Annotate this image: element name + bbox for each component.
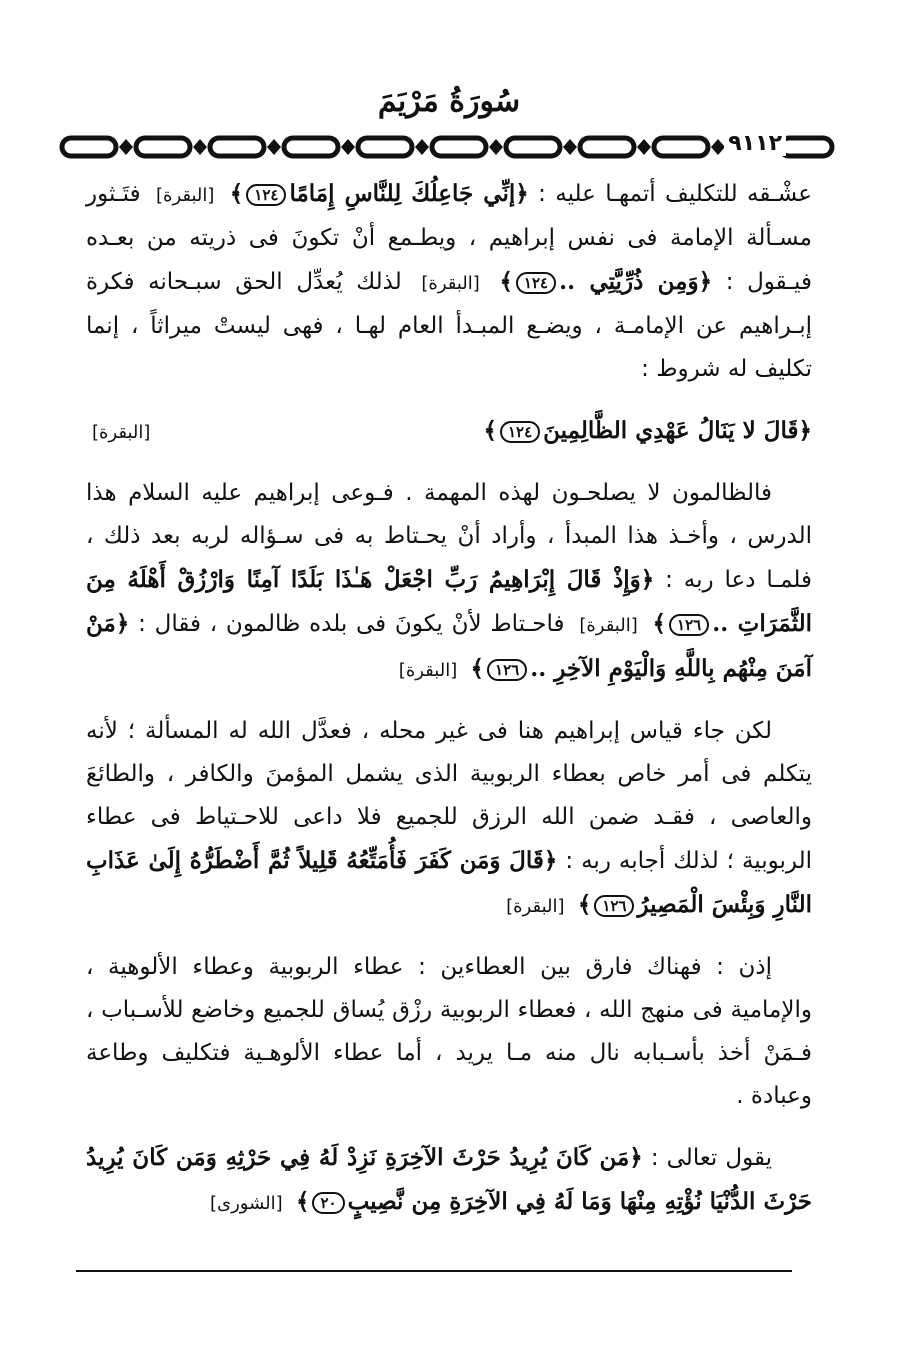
ayah-number: ١٢٦ (487, 659, 527, 681)
surah-reference: [البقرة] (92, 422, 151, 443)
ayah-number: ١٢٤ (246, 184, 286, 206)
body-text: إذن : فهناك فارق بين العطاءين : عطاء الربوبية وعطاء الألوهية ، والإمامية فى منهج الله ، فعطاء الربوبية رزْق يُساق للجميع وخاضع للأسـباب ، فـمَنْ أخذ بأسـبابه نال منه مـا يريد ، أما عطاء الألوهـية فتكليف وطاعة وعبادة . (86, 954, 812, 1109)
quran-verse (484, 409, 813, 452)
quran-verse (230, 180, 529, 207)
ayah-number: ١٢٦ (669, 614, 709, 636)
surah-reference: [الشورى] (209, 1193, 283, 1214)
surah-reference: [البقرة] (506, 896, 565, 917)
ayah-number: ٢٠ (312, 1192, 344, 1214)
verse-text: قَالَ لا يَنَالُ عَهْدِي الظَّالِمِينَ (543, 417, 799, 444)
paragraph-1 (86, 172, 812, 391)
open-bracket-glyph: ﴿ (698, 268, 713, 295)
verse-text: وَإِذْ قَالَ إِبْرَاهِيمُ رَبِّ اجْعَلْ هَـٰذَا بَلَدًا آمِنًا وَارْزُقْ أَهْلَهُ مِنَ الثَّمَرَاتِ .. (86, 566, 813, 637)
ayah-number: ١٢٤ (516, 272, 556, 294)
verse-text: مَن كَانَ يُرِيدُ حَرْثَ الآخِرَةِ نَزِدْ لَهُ فِي حَرْثِهِ وَمَن كَانَ يُرِيدُ حَرْثَ الدُّنْيَا نُؤْتِهِ مِنْهَا وَمَا لَهُ فِي الآخِرَةِ مِن نَّصِيبٍ (86, 1144, 812, 1215)
paragraph-3 (86, 710, 812, 928)
verse-text: إنِّي جَاعِلُكَ لِلنَّاسِ إِمَامًا (289, 180, 516, 207)
body-text: فتَـثور مسـألة الإمامة فى نفس إبراهيم ، ويطـمع أنْ تكونَ فى ذريته من بعـده فيـقول : (86, 181, 812, 295)
body-text: فاحـتاط لأنْ يكونَ فى بلده ظالمون ، فقال : (138, 611, 565, 637)
body-text: لذلك يُعدِّل الحق سبـحانه فكرة إبـراهيم عن الإمامـة ، ويضـع المبـدأ العام لهـا ، فهى ليستْ ميراثاً ، إنما تكليف له شروط : (86, 269, 812, 382)
body-text: يقول تعالى : (650, 1145, 773, 1171)
surah-reference: [البقرة] (155, 185, 215, 206)
decorative-header-band (58, 132, 836, 162)
close-bracket-glyph: ﴾ (295, 1188, 310, 1215)
surah-reference: [البقرة] (398, 660, 458, 681)
ayah-number: ١٢٦ (594, 895, 634, 917)
close-bracket-glyph: ﴾ (483, 417, 497, 444)
paragraph-5 (86, 1136, 812, 1225)
page-body (86, 172, 812, 1225)
footer-divider (76, 1270, 792, 1272)
close-bracket-glyph: ﴾ (652, 610, 667, 637)
close-bracket-glyph: ﴾ (470, 655, 485, 682)
standalone-verse (86, 409, 812, 454)
surah-reference: [البقرة] (579, 615, 638, 636)
close-bracket-glyph: ﴾ (577, 891, 592, 918)
close-bracket-glyph: ﴾ (229, 180, 244, 207)
verse-text: مَنْ آمَنَ مِنْهُم بِاللَّهِ وَالْيَوْمِ الآخِرِ .. (86, 610, 812, 682)
open-bracket-glyph: ﴿ (115, 610, 130, 637)
open-bracket-glyph: ﴿ (543, 847, 558, 874)
surah-title: سُورَةُ مَرْيَمَ (377, 84, 521, 119)
open-bracket-glyph: ﴿ (629, 1144, 643, 1171)
open-bracket-glyph: ﴿ (640, 566, 655, 593)
body-text: لكن جاء قياس إبراهيم هنا فى غير محله ، فعدَّل الله له المسألة ؛ لأنه يتكلم فى أمر خاص بعطاء الربوبية الذى يشمل المؤمنَ والكافر ، والطائعَ والعاصى ، فقـد ضمن الله الرزق للجميع فلا داعى للاحـتياط فى عطاء الربوبية ؛ لذلك أجابه ربه : (86, 718, 813, 874)
page-number: ٩١١٢ (724, 131, 786, 156)
paragraph-2 (86, 472, 812, 692)
close-bracket-glyph: ﴾ (499, 268, 513, 295)
open-bracket-glyph: ﴿ (798, 417, 812, 444)
open-bracket-glyph: ﴿ (515, 180, 529, 207)
body-text: فالظالمون لا يصلحـون لهذه المهمة . فـوعى إبراهيم عليه السلام هذا الدرس ، وأخـذ هذا المبدأ ، وأراد أنْ يحـتاط به فى سـؤاله لربه بعد ذلك ، فلمـا دعا ربه : (86, 480, 812, 593)
quran-verse (499, 268, 712, 295)
surah-reference: [البقرة] (421, 273, 480, 294)
ayah-number: ١٢٤ (500, 421, 540, 443)
verse-text: وَمِن ذُرِّيَّتِي .. (559, 268, 699, 295)
verse-text: قَالَ وَمَن كَفَرَ فَأُمَتِّعُهُ قَلِيلاً ثُمَّ أَضْطَرُّهُ إِلَىٰ عَذَابِ النَّارِ وَبِئْسَ الْمَصِيرُ (86, 847, 812, 918)
paragraph-4 (86, 946, 812, 1118)
body-text: عشْـقه للتكليف أتمهـا عليه : (538, 181, 812, 207)
